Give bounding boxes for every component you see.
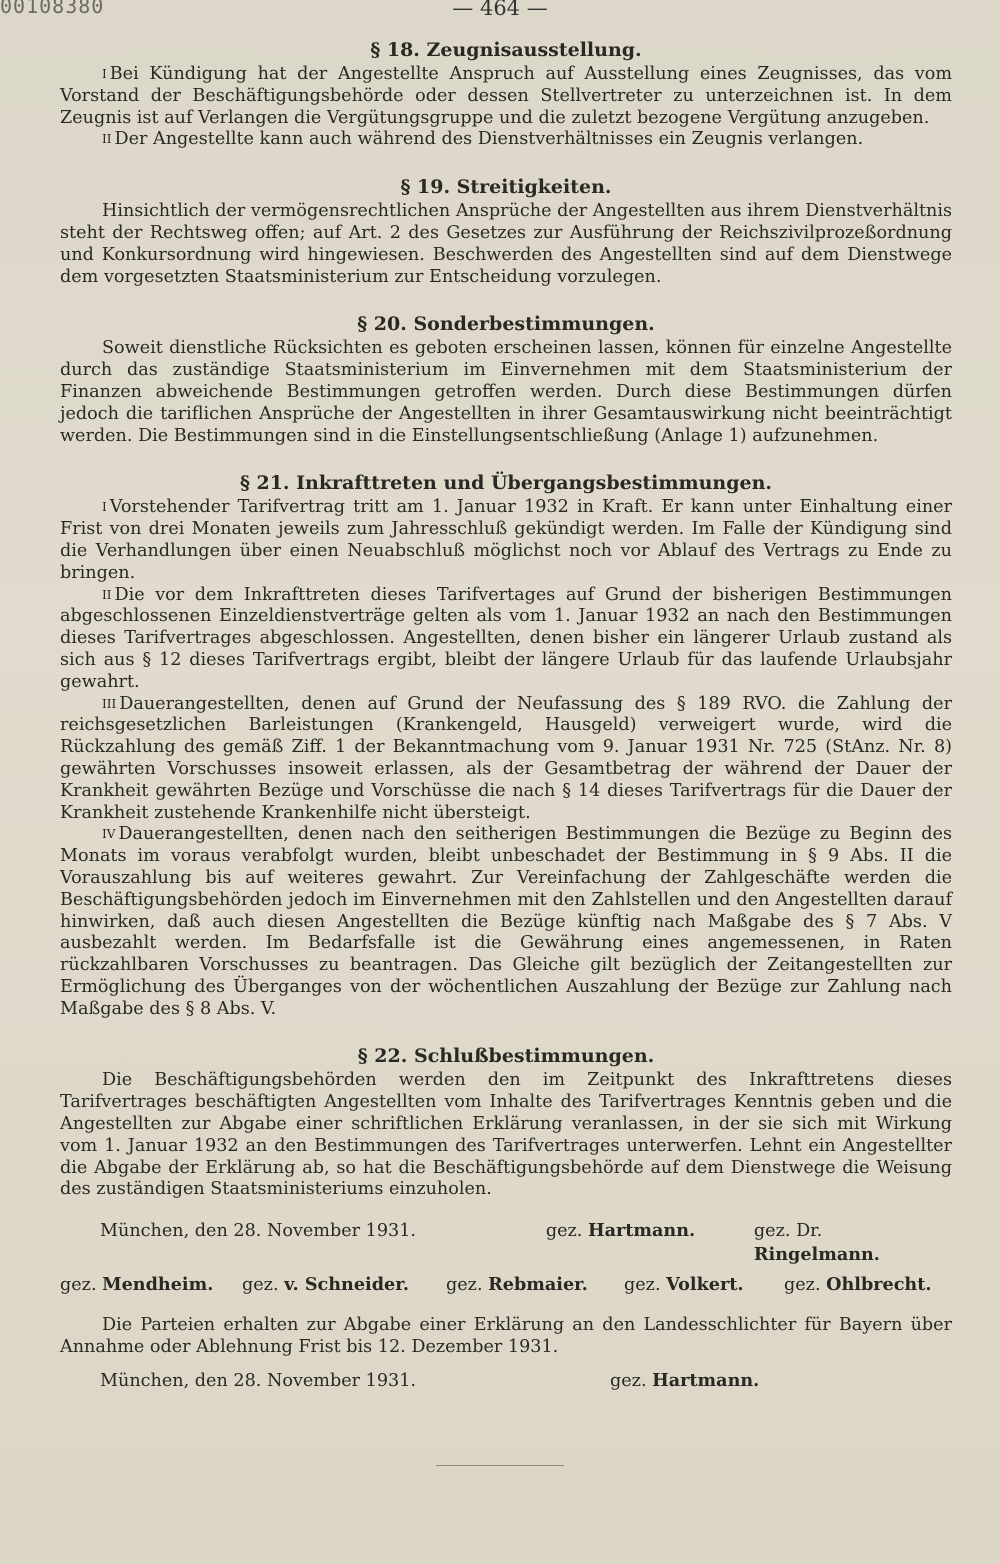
section-21-paragraph-2 xyxy=(60,585,952,694)
roman-numeral: IV xyxy=(102,827,116,842)
paragraph-text: Dauerangestellten, denen nach den seitherigen Bestimmungen die Bezüge zu Beginn des Monats im voraus verabfolgt wurden, bleibt unbeschadet der Bestimmung in § 9 Abs. II die Vorauszahlung bis auf weiteres gewahrt. Zur Vereinfachung der Zahlgeschäfte werden die Beschäftigungsbehörden jedoch im Einvernehmen mit den Zahlstellen und den Angestellten darauf hinwirken, daß auch diesen Angestellten die Bezüge künftig nach Maßgabe des § 7 Abs. V ausbezahlt werden. Im Bedarfsfalle ist die Gewährung eines angemessenen, in Raten rückzahlbaren Vorschusses zu beantragen. Das Gleiche gilt bezüglich der Zeitangestellten zur Ermöglichung des Überganges von der wöchentlichen Auszahlung der Bezüge zur Zahlung nach Maßgabe des § 8 Abs. V. xyxy=(60,824,952,1019)
signature-row-2 xyxy=(60,1273,952,1297)
signatory-hartmann: Hartmann. xyxy=(588,1220,696,1242)
section-19-title: § 19. Streitigkeiten. xyxy=(400,176,612,199)
place-date: München, den 28. November 1931. xyxy=(100,1221,417,1242)
roman-numeral: I xyxy=(102,67,107,81)
section-20-paragraph-1: Soweit dienstliche Rücksichten es geboten erscheinen lassen, können für einzelne Angestellte durch das zuständige Staatsministerium im Einvernehmen mit dem Staatsministerium der Finanzen abweichende Bestimmungen getroffen werden. Durch diese Bestimmungen dürfen jedoch die tariflichen Ansprüche der Angestellten in ihrer Gesamtauswirkung nicht beeinträchtigt werden. Die Bestimmungen sind in die Einstellungsentschließung (Anlage 1) aufzunehmen. xyxy=(60,338,952,446)
gez-label: gez. xyxy=(610,1370,647,1391)
section-21-paragraph-3 xyxy=(60,694,952,825)
paragraph-text: Die vor dem Inkrafttreten dieses Tarifvertages auf Grund der bisherigen Bestimmungen abgeschlossenen Einzeldienstverträge gelten als vom 1. Januar 1932 an nach den Bestimmungen dieses Tarifvertrages abgeschlossen. Angestellten, denen bisher ein längerer Urlaub zustand als sich aus § 12 dieses Tarifvertrags ergibt, bleibt der längere Urlaub für das laufende Urlaubsjahr gewahrt. xyxy=(60,584,952,692)
paragraph-text: Der Angestellte kann auch während des Dienstverhältnisses ein Zeugnis verlangen. xyxy=(114,129,864,150)
section-21-paragraph-1 xyxy=(60,497,952,584)
section-22-title: § 22. Schlußbestimmungen. xyxy=(357,1045,655,1068)
gez-label: gez. xyxy=(545,1221,583,1242)
roman-numeral: II xyxy=(102,587,112,602)
place-date-2: München, den 28. November 1931. xyxy=(100,1370,417,1391)
section-21-paragraph-4 xyxy=(60,824,952,1020)
closing-paragraph: Die Parteien erhalten zur Abgabe einer Erklärung an den Landesschlichter für Bayern über Annahme oder Ablehnung Frist bis 12. Dezember 1931. xyxy=(60,1315,952,1358)
gez-label: gez. xyxy=(242,1275,279,1296)
paragraph-text: Dauerangestellten, denen auf Grund der Neufassung des § 189 RVO. die Zahlung der reichsgesetzlichen Barleistungen (Krankengeld, Hausgeld) verweigert wurde, wird die Rückzahlung des gemäß Ziff. 1 der Bekanntmachung vom 9. Januar 1931 Nr. 725 (StAnz. Nr. 8) gewährten Vorschusses insoweit erlassen, als der Gesamtbetrag der während der Dauer der Krankheit gewährten Bezüge und Vorschüsse die nach § 14 dieses Tarifvertrags für die Dauer der Krankheit zustehende Krankenhilfe nicht übersteigt. xyxy=(60,693,952,823)
section-18-paragraph-1 xyxy=(60,64,952,129)
page-number: — 464 — xyxy=(452,0,548,20)
signatory-schneider: v. Schneider. xyxy=(284,1274,409,1296)
signature-row-3 xyxy=(60,1369,952,1393)
gez-label: gez. xyxy=(446,1275,483,1296)
end-rule xyxy=(436,1465,564,1466)
title-prefix: Dr. xyxy=(796,1221,823,1242)
paragraph-text: Vorstehender Tarifvertrag tritt am 1. Januar 1932 in Kraft. Er kann unter Einhaltung einer Frist von drei Monaten jeweils zum Jahresschluß gekündigt werden. Im Falle der Kündigung sind die Verhandlungen über einen Neuabschluß möglichst noch vor Ablauf des Vertrags zu Ende zu bringen. xyxy=(60,497,952,583)
gez-label: gez. xyxy=(784,1275,821,1296)
signatory-ohlbrecht: Ohlbrecht. xyxy=(826,1274,932,1296)
section-19-paragraph-1: Hinsichtlich der vermögensrechtlichen Ansprüche der Angestellten aus ihrem Dienstverhältnis steht der Rechtsweg offen; auf Art. 2 des Gesetzes zur Ausführung der Reichszivilprozeßordnung und Konkursordnung wird hingewiesen. Beschwerden des Angestellten sind auf dem Dienstwege dem vorgesetzten Staatsministerium zur Entscheidung vorzulegen. xyxy=(60,201,952,287)
signatory-mendheim: Mendheim. xyxy=(102,1274,214,1296)
roman-numeral: II xyxy=(102,132,112,147)
gez-label: gez. xyxy=(753,1221,791,1242)
signatory-volkert: Volkert. xyxy=(666,1274,744,1296)
section-20-title: § 20. Sonderbestimmungen. xyxy=(357,313,655,336)
section-22-paragraph-1: Die Beschäftigungsbehörden werden den im Zeitpunkt des Inkrafttretens dieses Tarifvertrages beschäftigten Angestellten vom Inhalte des Tarifvertrages Kenntnis geben und die Angestellten zur Abgabe einer schriftlichen Erklärung veranlassen, in der sie sich mit Wirkung vom 1. Januar 1932 an den Bestimmungen des Tarifvertrages unterwerfen. Lehnt ein Angestellter die Abgabe der Erklärung ab, so hat die Beschäftigungsbehörde auf dem Dienstwege die Weisung des zuständigen Staatsministeriums einzuholen. xyxy=(60,1070,952,1200)
gez-label: gez. xyxy=(624,1275,661,1296)
roman-numeral: I xyxy=(102,500,107,515)
archive-stamp: 00108380 xyxy=(0,0,105,18)
section-21-title: § 21. Inkrafttreten und Übergangsbestimmungen. xyxy=(239,472,773,495)
section-18-title: § 18. Zeugnisausstellung. xyxy=(370,39,642,61)
signatory-ringelmann: Ringelmann. xyxy=(753,1244,880,1266)
signatory-hartmann-2: Hartmann. xyxy=(652,1369,760,1391)
paragraph-text: Bei Kündigung hat der Angestellte Anspruch auf Ausstellung eines Zeugnisses, das vom Vorstand der Beschäftigungsbehörde oder dessen Stellvertreter zu unterzeichnen ist. In dem Zeugnis ist auf Verlangen die Vergütungsgruppe und die zuletzt bezogene Vergütung anzugeben. xyxy=(60,64,952,128)
gez-label: gez. xyxy=(60,1275,97,1296)
section-18-paragraph-2 xyxy=(60,129,952,151)
signatory-rebmaier: Rebmaier. xyxy=(488,1274,588,1296)
signature-row-1 xyxy=(60,1219,952,1267)
document-body xyxy=(60,36,952,1393)
roman-numeral: III xyxy=(102,696,117,711)
